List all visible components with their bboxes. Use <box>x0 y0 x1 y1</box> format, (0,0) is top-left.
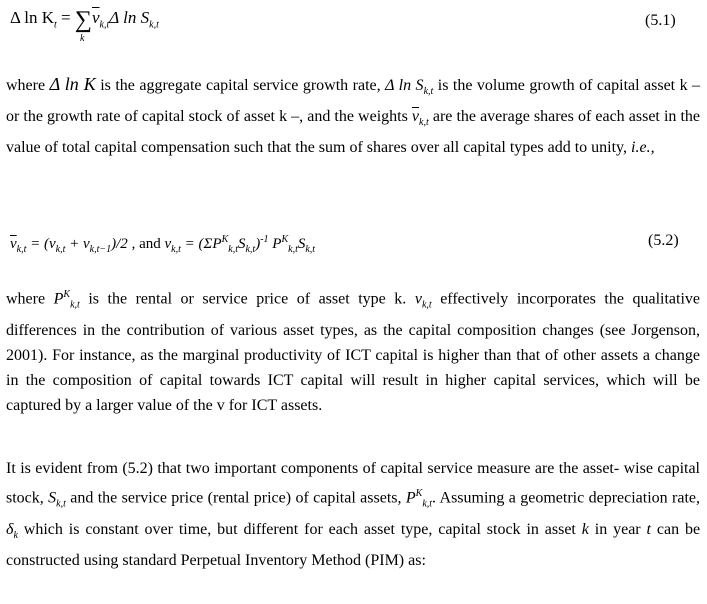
para3-t3: . Assuming a geometric depreciation rate, <box>432 489 701 507</box>
para3-m2-sup: K <box>415 488 423 499</box>
eq2-a-end: )/2 <box>111 236 128 252</box>
eq1-term-v-sub: k,t <box>99 19 110 31</box>
eq2-b-sup3: K <box>281 234 289 245</box>
para3-t1: It is evident from (5.2) that two important components of capital service measure are the asset- wise capital stock, <box>6 460 700 507</box>
para3-m2-sub: k,t <box>422 498 433 510</box>
para2-t2: is the rental or service price of asset type k. <box>88 290 407 308</box>
para2-m1-sup: K <box>63 289 71 300</box>
eq1-op: = <box>61 8 71 27</box>
para2-m1-sub: k,t <box>70 299 80 311</box>
para3-t5: in year <box>594 520 641 538</box>
para3-m5: t <box>646 520 651 538</box>
eq1-term-rest: Δ ln S <box>109 8 150 27</box>
eq2-b-close: ) <box>255 236 261 252</box>
eq2-b-v: v <box>164 236 172 252</box>
para2-m2: v <box>414 290 422 308</box>
para3-t6: can be constructed using standard Perpetual Inventory Method (PIM) as: <box>6 520 701 569</box>
para3-m1-sub: k,t <box>56 498 66 510</box>
eq2-b-s2: S <box>297 236 306 252</box>
eq2-a-rest-sub1: k,t <box>55 244 66 255</box>
eq2-b-sup2: -1 <box>260 234 269 245</box>
eq1-lhs-sub: t <box>54 19 57 31</box>
para1-t5: i.e., <box>631 139 655 157</box>
eq2-a-plus: + v <box>65 236 90 252</box>
eq1-term-rest-sub: k,t <box>149 19 159 31</box>
paragraph-2 <box>6 282 700 418</box>
para2-m1: P <box>53 290 64 308</box>
eq1-term-v: $\overline{v}$ <box>91 8 100 27</box>
eq2-b-sub1: k,t <box>228 244 238 255</box>
eq2-a-v: $\overline{v}$ <box>10 236 17 252</box>
eq2-a-rest: = (v <box>30 236 56 252</box>
eq2-b-p: P <box>272 236 282 252</box>
para3-m1: S <box>48 489 57 507</box>
eq2-b-sup1: K <box>221 234 229 245</box>
eq2-b-sub3: k,t <box>288 244 298 255</box>
para1-m1: Δ ln K <box>49 74 96 94</box>
equation-5-1 <box>10 7 159 44</box>
paragraph-3 <box>6 456 700 573</box>
eq1-lhs: Δ ln K <box>10 8 54 27</box>
para2-m2-sub: k,t <box>421 299 432 311</box>
eq2-b-sub: k,t <box>171 244 181 255</box>
para3-t2: and the service price (rental price) of capital assets, <box>70 489 402 507</box>
eq2-b-eq: = (ΣP <box>184 236 222 252</box>
eq2-b-sub4: k,t <box>305 244 316 255</box>
eq1-sum-index: k <box>80 33 85 44</box>
para3-m2: P <box>405 489 416 507</box>
para1-m2-sub: k,t <box>423 86 434 98</box>
para3-m3: δ <box>6 520 14 538</box>
para1-m3: $\overline{v}$ <box>411 108 420 126</box>
equation-5-2 <box>10 230 315 260</box>
eq1-sum: ∑ <box>74 7 92 33</box>
para3-m4: k <box>581 520 589 538</box>
equation-number-5-2: (5.2) <box>648 232 679 249</box>
paragraph-1 <box>6 72 700 160</box>
para1-t2: is the aggregate capital service growth rate, <box>100 77 381 94</box>
eq2-b-s: S <box>237 236 246 252</box>
eq2-b-sub2: k,t <box>245 244 256 255</box>
para1-m2: Δ ln S <box>385 77 424 94</box>
para1-m3-sub: k,t <box>419 117 429 129</box>
para3-t4: which is constant over time, but different for each asset type, capital stock in asset <box>23 520 576 538</box>
para1-t4: are the average shares of each asset in the value of total capital compensation such that the sum of shares over all capital types add to unity, <box>6 108 701 157</box>
para2-t1: where <box>6 290 46 308</box>
eq2-a-rest-sub2: k,t−1 <box>89 244 112 255</box>
para3-m3-sub: k <box>13 529 18 541</box>
para1-t1: where <box>6 77 46 94</box>
eq2-and: , and <box>131 236 161 252</box>
para1-t3: is the volume growth of capital asset k – or the growth rate of capital stock of asset k –, and the weights <box>6 77 701 126</box>
eq2-a-sub: k,t <box>16 244 27 255</box>
para2-t3: effectively incorporates the qualitative differences in the contribution of various asset types, as the capital composition changes (see Jorgenson, 2001). For instance, as the marginal productivity of ICT capital is higher than that of other assets a change in the composition of capital towards ICT capital will result in higher capital services, which will be captured by a larger value of the v for ICT assets. <box>6 290 701 414</box>
equation-number-5-1: (5.1) <box>645 12 676 29</box>
